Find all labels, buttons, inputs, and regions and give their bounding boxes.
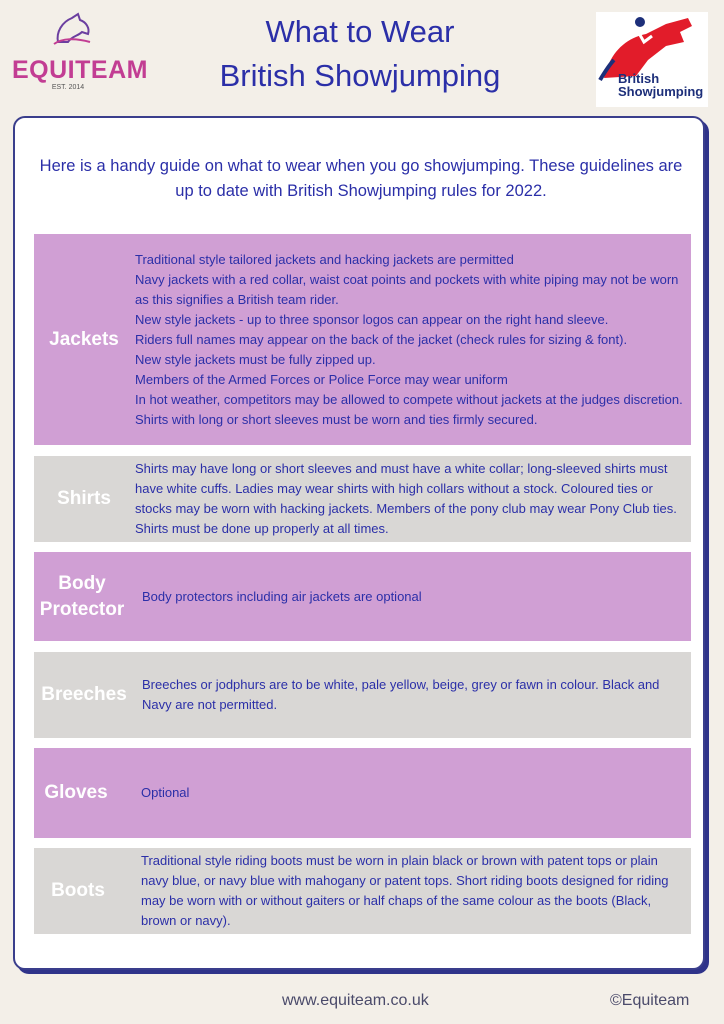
section-line: Body protectors including air jackets are optional	[142, 588, 422, 604]
website-link[interactable]: www.equiteam.co.uk	[282, 992, 429, 1009]
title-line-1: What to Wear	[265, 14, 455, 49]
section-label: Breeches	[41, 684, 127, 705]
section-line: New style jackets - up to three sponsor logos can appear on the right hand sleeve.	[135, 311, 609, 327]
title-line-2: British Showjumping	[219, 58, 501, 93]
section-line: Traditional style tailored jackets and hacking jackets are permitted	[135, 251, 514, 267]
section-label: Jackets	[49, 328, 119, 350]
section-line: In hot weather, competitors may be allowed to compete without jackets at the judges discretion. Shirts with long or short sleeves must be worn and ties firmly secured.	[135, 391, 683, 427]
section-content	[135, 456, 683, 542]
page-title	[150, 10, 570, 98]
british-showjumping-wordmark	[618, 72, 708, 98]
british-showjumping-logo	[596, 12, 708, 107]
section-content	[142, 552, 683, 641]
section-line: Navy jackets with a red collar, waist coat points and pockets with white piping may not be worn as this signifies a British team rider.	[135, 271, 679, 307]
equiteam-wordmark: EQUITEAM	[12, 56, 148, 84]
section-label: Body Protector	[39, 572, 125, 620]
section-line: Riders full names may appear on the back of the jacket (check rules for sizing & font).	[135, 331, 628, 347]
section-label: Gloves	[44, 782, 108, 803]
intro-text: Here is a handy guide on what to wear when you go showjumping. These guidelines are up to date with British Showjumping rules for 2022.	[39, 157, 683, 200]
section-breeches	[34, 652, 691, 738]
page-header	[0, 0, 724, 115]
section-boots	[34, 848, 691, 934]
section-content	[141, 848, 683, 934]
section-line: Optional	[141, 785, 190, 800]
section-label: Boots	[51, 880, 105, 901]
bsj-line-2: Showjumping	[618, 84, 704, 99]
section-line: Breeches or jodphurs are to be white, pale yellow, beige, grey or fawn in colour. Black and Navy are not permitted.	[142, 677, 660, 712]
section-label: Shirts	[57, 488, 111, 509]
guide-card	[13, 116, 705, 970]
copyright-text: ©Equiteam	[610, 992, 690, 1009]
section-content	[142, 652, 683, 738]
section-content	[141, 748, 683, 838]
section-jackets	[34, 234, 691, 445]
section-content	[135, 234, 683, 445]
section-line: New style jackets must be fully zipped up.	[135, 351, 376, 367]
section-shirts	[34, 456, 691, 542]
section-gloves	[34, 748, 691, 838]
section-line: Shirts may have long or short sleeves and must have a white collar; long-sleeved shirts must have white cuffs. Ladies may wear shirts with high collars without a stock. Coloured ties or stocks may be worn with hacking jackets. Members of the pony club may wear Pony Club ties. Shirts must be done up properly at all times.	[135, 461, 677, 536]
equiteam-est: EST. 2014	[51, 84, 85, 91]
horse-head-icon	[50, 12, 94, 48]
bsj-line-1: British	[618, 71, 660, 86]
section-body-protector	[34, 552, 691, 641]
section-line: Traditional style riding boots must be worn in plain black or brown with patent tops or plain navy blue, or navy blue with mahogany or patent tops. Short riding boots designed for riding may be worn with or without gaiters or half chaps of the same colour as the boots (Black, brown or navy).	[141, 853, 669, 928]
equiteam-logo	[12, 12, 148, 92]
section-line: Members of the Armed Forces or Police Force may wear uniform	[135, 371, 508, 387]
